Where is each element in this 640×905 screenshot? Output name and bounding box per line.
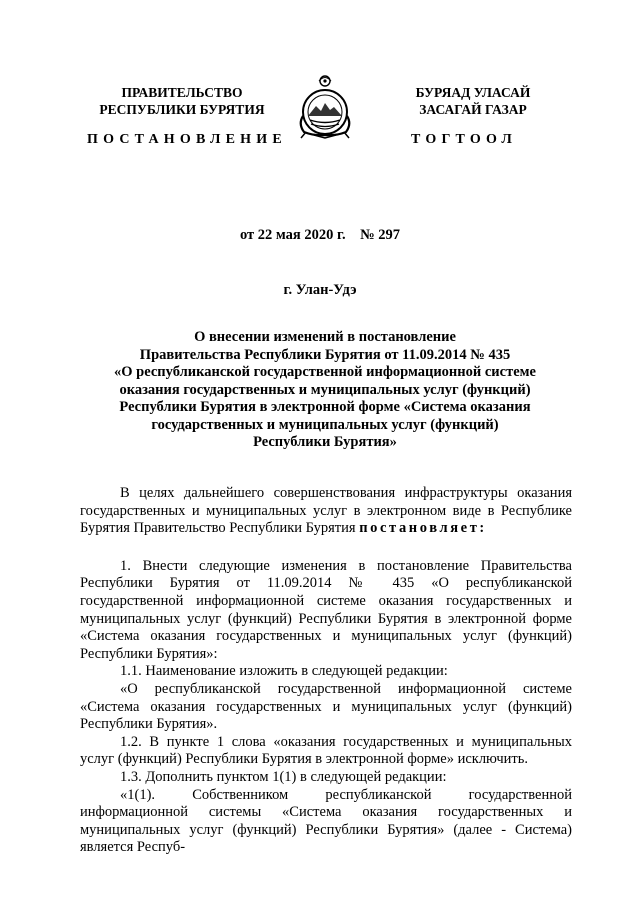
coat-of-arms-icon <box>292 72 358 140</box>
doc-type-right: ТОГТООЛ <box>411 132 518 147</box>
city: г. Улан-Удэ <box>283 282 357 298</box>
header-right <box>383 84 563 118</box>
paragraph-1-1-text: «О республиканской государственной информационной системе «Система оказания государственных и муниципальных услуг (функций) Республики Бурятия». <box>80 680 572 733</box>
title-line: Правительства Республики Бурятия от 11.09.2014 № 435 <box>139 346 511 363</box>
title-line: государственных и муниципальных услуг (функций) <box>151 416 499 433</box>
header-right-line2: ЗАСАГАЙ ГАЗАР <box>419 102 527 117</box>
doc-type-left: ПОСТАНОВЛЕНИЕ <box>87 132 287 147</box>
title-line: Республики Бурятия» <box>253 434 397 450</box>
header-left-line2: РЕСПУБЛИКИ БУРЯТИЯ <box>99 102 265 117</box>
document-body <box>80 485 572 857</box>
preamble-emphasis: постановляет: <box>359 520 487 537</box>
paragraph-1-3-text: «1(1). Собственником республиканской государственной информационной системы «Система оказания государственных и муниципальных услуг (функций) Республики Бурятия» (далее - Система) является Респуб- <box>80 786 572 856</box>
paragraph-1-1: 1.1. Наименование изложить в следующей редакции: <box>120 663 448 680</box>
title-line: оказания государственных и муниципальных услуг (функций) <box>119 381 531 398</box>
paragraph-1-2: 1.2. В пункте 1 слова «оказания государственных и муниципальных услуг (функций) Республики Бурятия в электронной форме» исключить. <box>80 733 572 768</box>
paragraph-1-3: 1.3. Дополнить пунктом 1(1) в следующей редакции: <box>120 768 447 785</box>
header-left <box>82 84 282 118</box>
preamble-paragraph <box>80 485 572 538</box>
title-line: Республики Бурятия в электронной форме «Система оказания <box>119 399 531 415</box>
header-left-line1: ПРАВИТЕЛЬСТВО <box>121 85 243 100</box>
paragraph-1: 1. Внести следующие изменения в постановление Правительства Республики Бурятия от 11.09.2014 № 435 «О республиканской государственной информационной системе оказания государственных и муниципальных услуг (функций) Республики Бурятия в электронной форме «Система оказания государственных и муниципальных услуг (функций) Республики Бурятия»: <box>80 557 572 662</box>
preamble-text: В целях дальнейшего совершенствования инфраструктуры оказания государственных и муниципальных услуг в электронном виде в Республике Бурятия Правительство Республики Бурятия <box>80 485 572 537</box>
header-right-line1: БУРЯАД УЛАСАЙ <box>415 85 531 100</box>
date-number: от 22 мая 2020 г. № 297 <box>239 227 401 243</box>
document-title <box>80 329 570 452</box>
title-line: «О республиканской государственной информационной системе <box>114 364 536 380</box>
title-line: О внесении изменений в постановление <box>194 329 456 345</box>
